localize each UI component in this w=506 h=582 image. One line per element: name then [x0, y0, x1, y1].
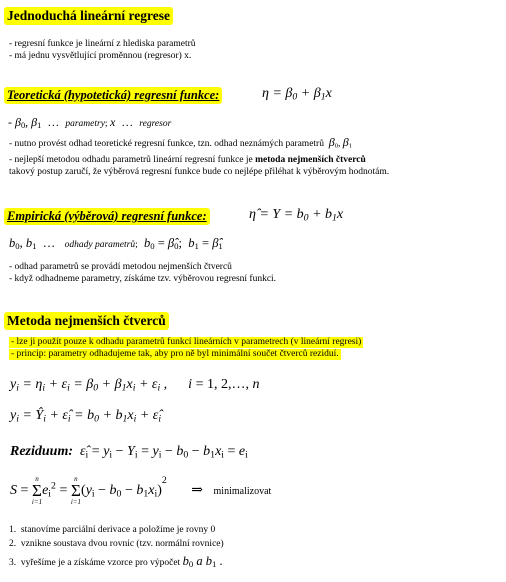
empirical-formula: η̂ = $Y = b_0 + b_1x$	[249, 207, 344, 224]
section1-bullet-2: - má jednu vysvětlující proměnnou (regresor) x.	[9, 51, 192, 61]
section1-bullet-1: - regresní funkce je lineární z hlediska parametrů	[9, 39, 196, 49]
theoretical-formula: $\eta = \beta_0 + \beta_1x$	[262, 86, 332, 103]
step-2: 2. vznikne soustava dvou rovnic (tzv. normální rovnice)	[9, 539, 224, 549]
sum-sign: n Σ i=1	[31, 475, 43, 506]
section3-bullet-1: - odhad parametrů se provádí metodou nejmenších čtverců	[9, 262, 232, 272]
equation-1: $y_i = \eta_i + \varepsilon_i = \beta_0 + \beta_1x_i + \varepsilon_i$ , i = 1, 2,…, n	[10, 377, 260, 394]
section2-title: Teoretická (hypotetická) regresní funkce:	[4, 87, 222, 104]
estimates-line: $b_0$, $b_1$ … odhady parametrů; $b_0$ = $\betâ_0$; $b_1$ = $\betâ_1$	[9, 236, 223, 252]
section2-bullet-2: - nejlepší metodou odhadu parametrů lineární regresní funkce je metoda nejmenších čtverců	[9, 155, 366, 165]
equation-2: $y_i$ = $Ŷ_i$ + $\varepsilon̂_i = b_0 + b_1x_i$ + $\varepsilon̂_i$	[10, 408, 162, 425]
sum-equation: S = n Σ i=1 $e_i^2$ = n Σ i=1 $(y_i - b_0 - b_1x_i)^2$ ⇒ minimalizovat	[10, 474, 272, 506]
section4-bullet-2: - princip: parametry odhadujeme tak, aby pro ně byl minimální součet čtverců reziduí.	[11, 349, 339, 359]
implies-arrow-icon: ⇒	[191, 483, 204, 499]
section2-bullet-3: takový postup zaručí, že výběrová regresní funkce bude co nejlépe přiléhat k výběrovým hodnotám.	[9, 167, 390, 177]
section3-bullet-2: - když odhadneme parametry, získáme tzv. výběrovou regresní funkci.	[9, 274, 277, 284]
params-line: - $\beta_0$, $\beta_1$ … parametry; x … regresor	[8, 115, 172, 131]
residual-label: Reziduum:	[10, 444, 74, 459]
sum-sign: n Σ i=1	[70, 475, 82, 506]
section3-title: Empirická (výběrová) regresní funkce:	[4, 208, 210, 225]
section4-bullet-1: - lze ji použít pouze k odhadu parametrů funkcí lineárních v parametrech (v lineární regresi)	[11, 337, 362, 347]
section4-title: Metoda nejmenších čtverců	[4, 312, 169, 330]
residual-equation: Reziduum: $\varepsilon̂_i = y_i - Y_i = y_i - b_0 - b_1x_i = e_i$	[10, 444, 248, 461]
section1-title: Jednoduchá lineární regrese	[4, 7, 173, 25]
step-3: 3. vyřešíme je a získáme vzorce pro výpočet $b_0$ a $b_1$ .	[9, 554, 223, 570]
step-1: 1. stanovíme parciální derivace a položíme je rovny 0	[9, 525, 216, 535]
section2-bullet-1: - nutno provést odhad teoretické regresní funkce, tzn. odhad neznámých parametrů $\beta_0$, $\beta_1$	[9, 135, 353, 150]
minimize-label: minimalizovat	[213, 486, 272, 498]
